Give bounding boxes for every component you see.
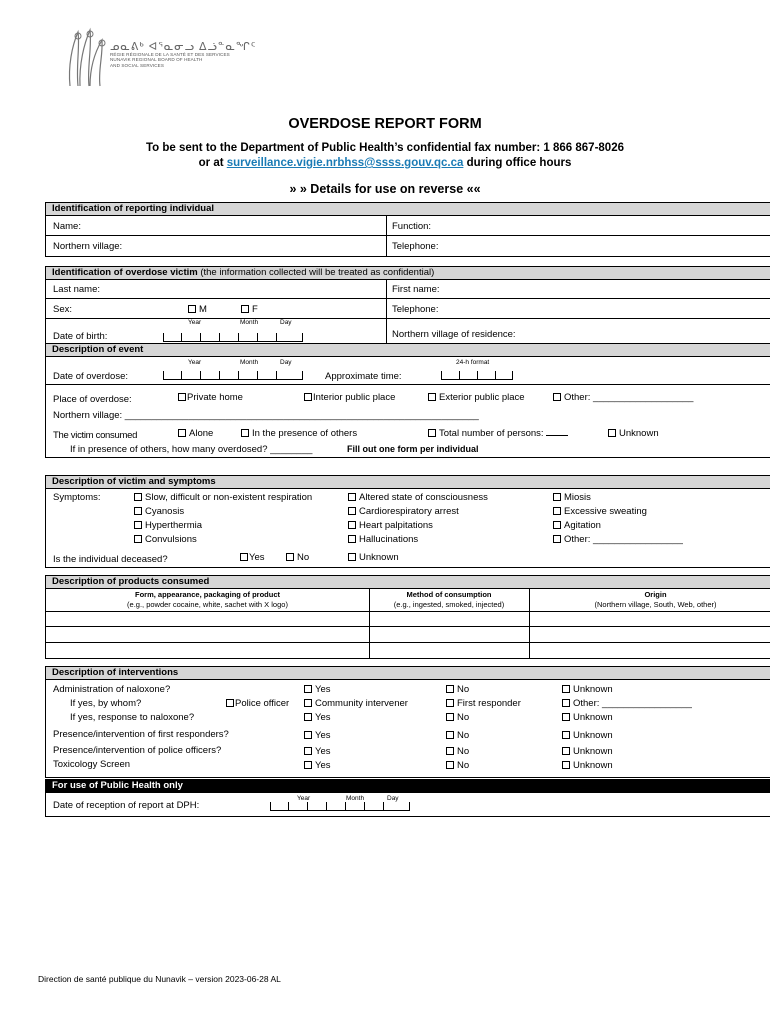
symptom-hyperthermia[interactable]: Hyperthermia xyxy=(134,520,202,531)
symptom-cyanosis[interactable]: Cyanosis xyxy=(134,506,184,517)
naloxone-unknown[interactable]: Unknown xyxy=(562,684,613,695)
sex-f-checkbox[interactable]: F xyxy=(241,304,258,315)
private-home-checkbox[interactable]: Private home xyxy=(178,392,243,403)
symptom-palpitations[interactable]: Heart palpitations xyxy=(348,520,433,531)
first-responder-checkbox[interactable]: First responder xyxy=(446,698,521,709)
symptom-hallucinations[interactable]: Hallucinations xyxy=(348,534,418,545)
presence-checkbox[interactable]: In the presence of others xyxy=(241,428,357,439)
response-no[interactable]: No xyxy=(446,712,469,723)
reporting-header: Identification of reporting individual xyxy=(46,203,770,216)
victim-header: Identification of overdose victim (the information collected will be treated as confidential) xyxy=(46,267,770,280)
by-whom-other[interactable]: Other: _________________ xyxy=(562,698,692,709)
deceased-no-checkbox[interactable]: No xyxy=(286,552,309,563)
page-title: OVERDOSE REPORT FORM xyxy=(288,116,482,132)
logo-figures-icon xyxy=(62,26,110,92)
naloxone-label: Administration of naloxone? xyxy=(53,684,171,695)
public-health-section: For use of Public Health only Year Month Day Date of reception of report at DPH: xyxy=(45,779,770,817)
police-yes[interactable]: Yes xyxy=(304,746,331,757)
first-resp-no[interactable]: No xyxy=(446,730,469,741)
symptoms-header: Description of victim and symptoms xyxy=(46,476,770,489)
logo-text: RÉGIE RÉGIONALE DE LA SANTÉ ET DES SERVICES NUNAVIK REGIONAL BOARD OF HEALTH AND SOCIAL SERVICES xyxy=(110,52,230,68)
interior-public-checkbox[interactable]: Interior public place xyxy=(304,392,395,403)
victim-section: Identification of overdose victim (the information collected will be treated as confidential) Last name: First name: Sex: M F Telephone: Year Month Day Date of birth: Northern village of residence: Description of event Year Month Day 24-h format Date of overdose: Approximate time: Place of overdose: Private home Interior public place Exterior public place Other: ___________________ Northern village: ___________________________________________________________________ The victim consumed Alone In the presence of others Total number of persons: Unknown If in presence of others, how many overdosed? ________ Fill out one form per individual xyxy=(45,266,770,458)
police-label: Presence/intervention of police officers? xyxy=(53,745,222,756)
product-row[interactable] xyxy=(46,626,770,627)
fill-out-note: Fill out one form per individual xyxy=(347,444,479,454)
deceased-unknown-checkbox[interactable]: Unknown xyxy=(348,552,399,563)
symptoms-section xyxy=(45,475,770,568)
symptom-sweating[interactable]: Excessive sweating xyxy=(553,506,647,517)
symptom-consciousness[interactable]: Altered state of consciousness xyxy=(348,492,488,503)
last-name-label: Last name: xyxy=(53,284,100,295)
response-unknown[interactable]: Unknown xyxy=(562,712,613,723)
reception-date-label: Date of reception of report at DPH: xyxy=(53,800,200,811)
symptom-agitation[interactable]: Agitation xyxy=(553,520,601,531)
how-many-field[interactable]: If in presence of others, how many overdosed? ________ xyxy=(70,444,313,455)
dob-input[interactable] xyxy=(163,333,303,342)
event-header: Description of event xyxy=(46,344,770,357)
symptom-respiration[interactable]: Slow, difficult or non-existent respiration xyxy=(134,492,312,503)
consumed-label: The victim consumed xyxy=(53,430,138,441)
deceased-yes-checkbox[interactable]: Yes xyxy=(240,552,265,563)
police-officer-checkbox[interactable]: Police officer xyxy=(226,698,289,709)
symptoms-label: Symptoms: xyxy=(53,492,101,503)
sex-label: Sex: xyxy=(53,304,73,315)
product-row[interactable] xyxy=(46,642,770,643)
police-no[interactable]: No xyxy=(446,746,469,757)
logo-syllabics: ᓄᓇᕕᒃ ᐊᕐᓇᓂᓗ ᐃᓘᓐᓇᖏᑦ xyxy=(110,41,257,53)
naloxone-no[interactable]: No xyxy=(446,684,469,695)
reporting-section xyxy=(45,202,770,257)
naloxone-yes[interactable]: Yes xyxy=(304,684,331,695)
products-header: Description of products consumed xyxy=(46,576,770,589)
interventions-header: Description of interventions xyxy=(46,667,770,680)
email-link[interactable]: surveillance.vigie.nrbhss@ssss.gouv.qc.ca xyxy=(226,157,464,169)
overdose-date-label: Date of overdose: xyxy=(53,371,128,382)
symptom-arrest[interactable]: Cardiorespiratory arrest xyxy=(348,506,459,517)
toxicology-no[interactable]: No xyxy=(446,760,469,771)
fax-line: To be sent to the Department of Public Health’s confidential fax number: 1 866 867-8026 xyxy=(145,142,624,154)
time-input[interactable] xyxy=(441,371,513,380)
response-label: If yes, response to naloxone? xyxy=(70,712,195,723)
time-label: Approximate time: xyxy=(325,371,402,382)
police-unknown[interactable]: Unknown xyxy=(562,746,613,757)
toxicology-yes[interactable]: Yes xyxy=(304,760,331,771)
first-responders-label: Presence/intervention of first responders? xyxy=(53,729,229,740)
first-name-label: First name: xyxy=(392,284,440,295)
community-intervener-checkbox[interactable]: Community intervener xyxy=(304,698,408,709)
deceased-label: Is the individual deceased? xyxy=(53,554,168,565)
overdose-date-input[interactable] xyxy=(163,371,303,380)
footer-text: Direction de santé publique du Nunavik – version 2023-06-28 AL xyxy=(38,974,281,984)
place-label: Place of overdose: xyxy=(53,394,132,405)
residence-label: Northern village of residence: xyxy=(392,329,516,340)
symptom-other[interactable]: Other: _________________ xyxy=(553,534,683,545)
response-yes[interactable]: Yes xyxy=(304,712,331,723)
toxicology-label: Toxicology Screen xyxy=(53,759,131,770)
symptom-convulsions[interactable]: Convulsions xyxy=(134,534,197,545)
col-origin-header: Origin (Northern village, South, Web, other) xyxy=(594,590,717,609)
details-note: » » Details for use on reverse «« xyxy=(289,182,481,196)
total-persons-checkbox[interactable]: Total number of persons: xyxy=(428,428,568,439)
col-method-header: Method of consumption (e.g., ingested, smoked, injected) xyxy=(393,590,505,609)
toxicology-unknown[interactable]: Unknown xyxy=(562,760,613,771)
public-health-header: For use of Public Health only xyxy=(46,780,770,793)
event-village-field[interactable]: Northern village: ___________________________________________________________________ xyxy=(53,410,479,421)
village-label: Northern village: xyxy=(53,241,123,252)
symptom-miosis[interactable]: Miosis xyxy=(553,492,591,503)
telephone-label: Telephone: xyxy=(392,241,439,252)
dob-label: Date of birth: xyxy=(53,331,108,342)
email-line: or at surveillance.vigie.nrbhss@ssss.gouv.qc.ca during office hours xyxy=(198,157,572,169)
exterior-public-checkbox[interactable]: Exterior public place xyxy=(428,392,525,403)
unknown-persons-checkbox[interactable]: Unknown xyxy=(608,428,659,439)
other-place-checkbox[interactable]: Other: ___________________ xyxy=(553,392,693,403)
sex-m-checkbox[interactable]: M xyxy=(188,304,207,315)
by-whom-label: If yes, by whom? xyxy=(70,698,142,709)
products-section xyxy=(45,575,770,659)
function-label: Function: xyxy=(392,221,432,232)
first-resp-unknown[interactable]: Unknown xyxy=(562,730,613,741)
first-resp-yes[interactable]: Yes xyxy=(304,730,331,741)
victim-telephone-label: Telephone: xyxy=(392,304,439,315)
alone-checkbox[interactable]: Alone xyxy=(178,428,213,439)
interventions-section xyxy=(45,666,770,778)
logo xyxy=(62,26,262,92)
reception-date-input[interactable] xyxy=(270,802,410,811)
col-form-header: Form, appearance, packaging of product (e.g., powder cocaine, white, sachet with X logo) xyxy=(127,590,288,609)
name-label: Name: xyxy=(53,221,81,232)
